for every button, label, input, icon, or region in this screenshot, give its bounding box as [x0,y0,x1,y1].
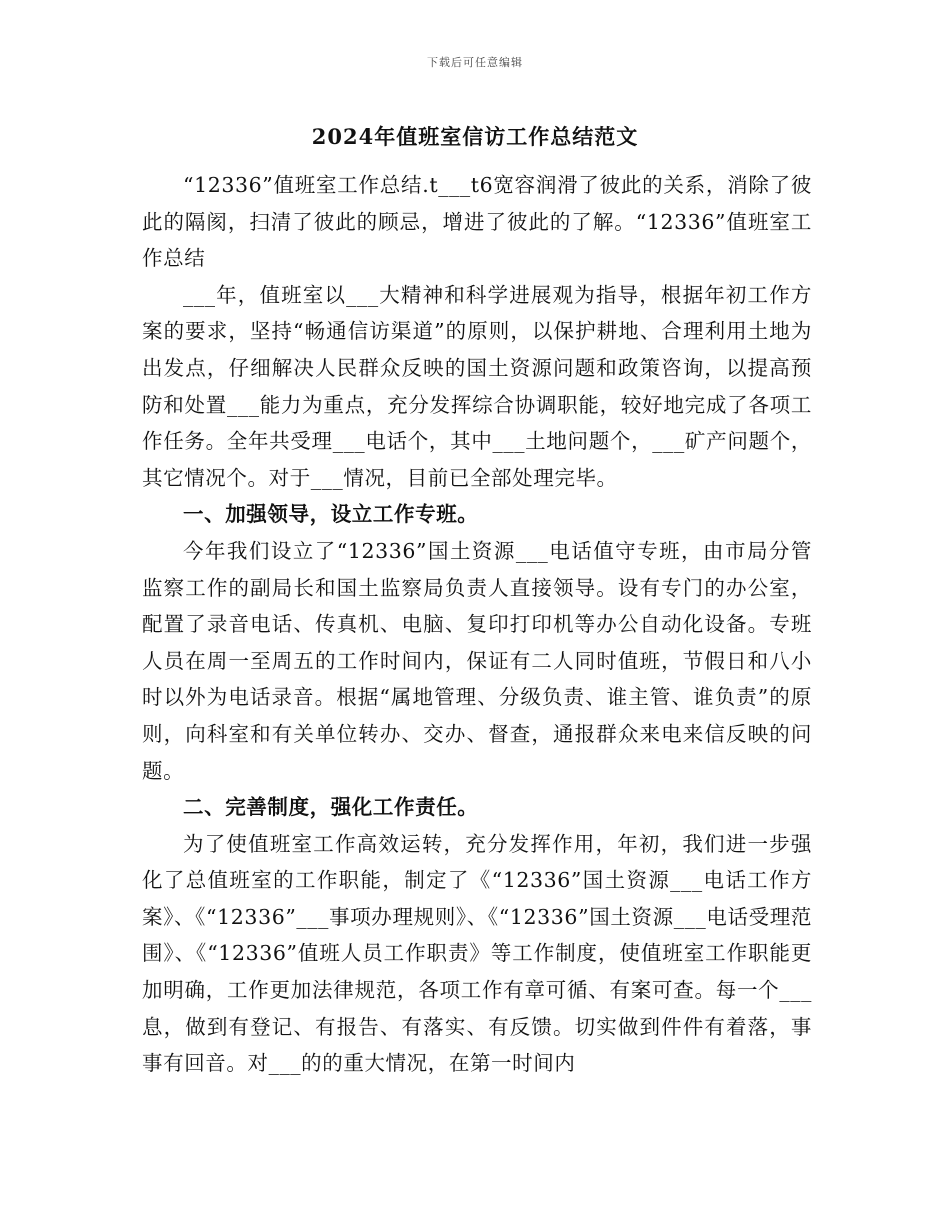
header-note: 下载后可任意编辑 [427,56,523,69]
body-paragraph: “12336”值班室工作总结.t___t6宽容润滑了彼此的关系，消除了彼此的隔阂，扫清了彼此的顾忌，增进了彼此的了解。“12336”值班室工作总结 [142,173,812,271]
body-paragraph: 为了使值班室工作高效运转，充分发挥作用，年初，我们进一步强化了总值班室的工作职能，制定了《“12336”国土资源___电话工作方案》、《“12336”___事项办理规则》、《“12336”国土资源___电话受理范围》、《“12336”值班人员工作职责》等工作制度，使值班室工作职能更加明确，工作更加法律规范，各项工作有章可循、有案可查。每一个___息，做到有登记、有报告、有落实、有反馈。切实做到件件有着落，事事有回音。对___的的重大情况，在第一时间内 [142,831,812,1076]
body-paragraph: 今年我们设立了“12336”国土资源___电话值守专班，由市局分管监察工作的副局长和国土监察局负责人直接领导。设有专门的办公室，配置了录音电话、传真机、电脑、复印打印机等办公自动化设备。专班人员在周一至周五的工作时间内，保证有二人同时值班，节假日和八小时以外为电话录音。根据“属地管理、分级负责、谁主管、谁负责”的原则，向科室和有关单位转办、交办、督查，通报群众来电来信反映的问题。 [142,538,812,783]
document-title: 2024年值班室信访工作总结范文 [311,124,639,149]
document-body [142,167,812,1082]
section-heading: 一、加强领导，设立工作专班。 [183,502,479,527]
body-paragraph: ___年，值班室以___大精神和科学进展观为指导，根据年初工作方案的要求，坚持“畅通信访渠道”的原则，以保护耕地、合理利用土地为出发点，仔细解决人民群众反映的国土资源问题和政策咨询，以提高预防和处置___能力为重点，充分发挥综合协调职能，较好地完成了各项工作任务。全年共受理___电话个，其中___土地问题个，___矿产问题个，其它情况个。对于___情况，目前已全部处理完毕。 [142,282,812,490]
section-heading: 二、完善制度，强化工作责任。 [183,795,479,820]
